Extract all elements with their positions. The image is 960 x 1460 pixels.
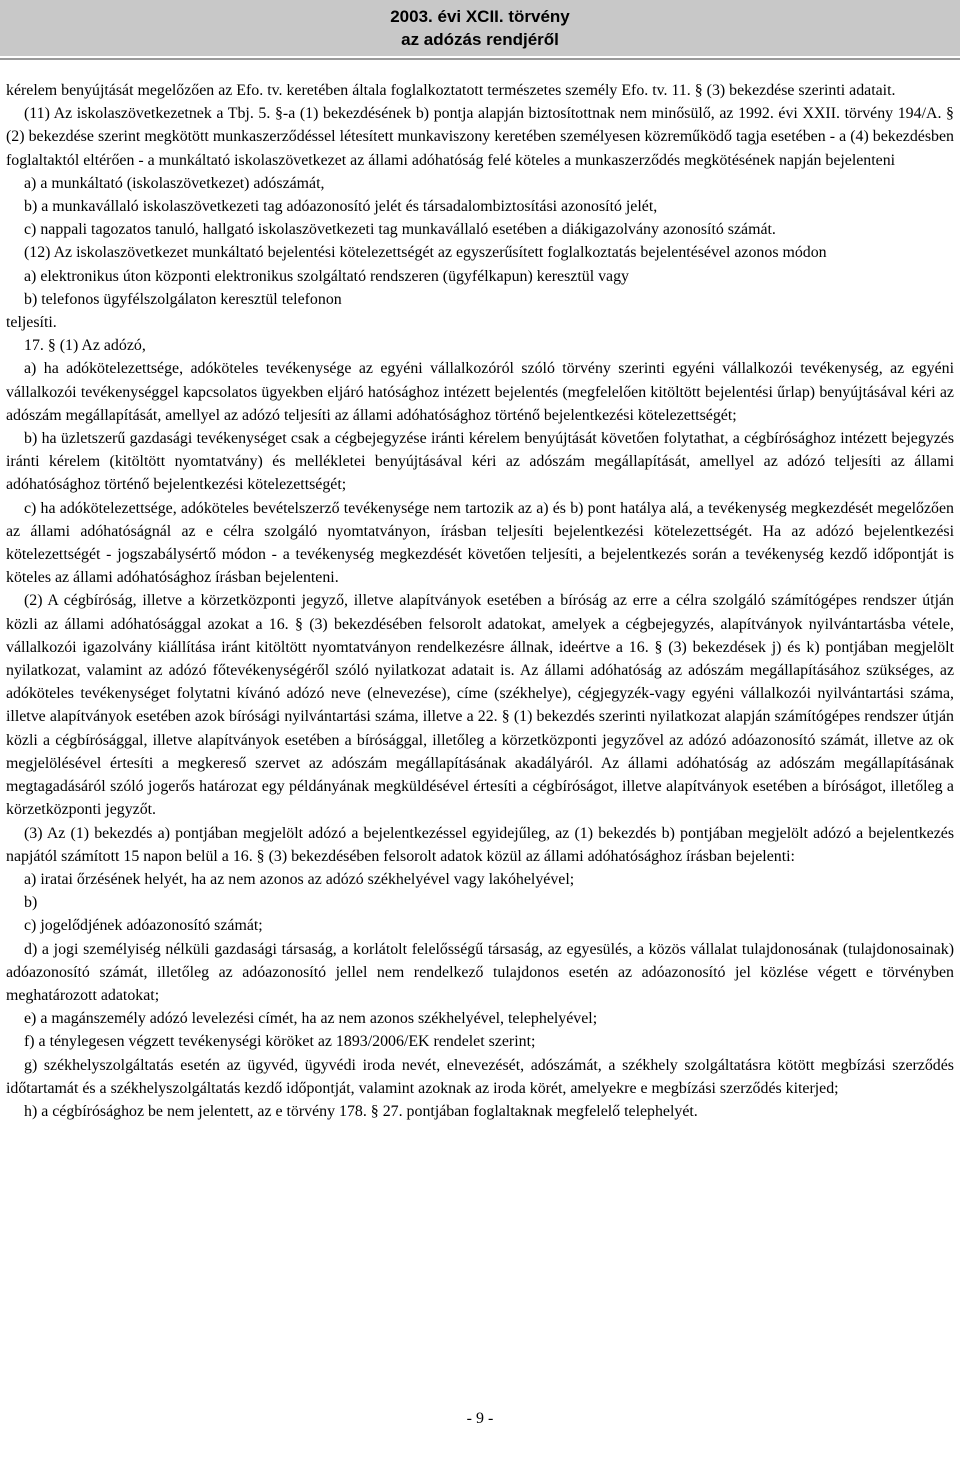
list-item: d) a jogi személyiség nélküli gazdasági társaság, a korlátolt felelősségű társaság, az egyesülés, a közös vállalat tulajdonosának (tulajdonosainak) adóazonosító számát, illetőleg az adóazonosító jellel nem rendelkező tulajdonos esetén az adóazonosító jel közlése végett e törvényben meghatározott adatokat; xyxy=(6,940,954,1004)
header-title: 2003. évi XCII. törvény xyxy=(390,7,570,26)
paragraph: teljesíti. xyxy=(6,314,57,332)
paragraph: (2) A cégbíróság, illetve a körzetközponti jegyző, illetve alapítványok esetében a bíróság az erre a célra szolgáló számítógépes rendszer útján közli az állami adóhatósággal azokat a 16. § (3) bekezdésében felsorolt adatokat, amelyek a cégbejegyzés, alapítványok nyilvántartásba vétele, vállalkozói igazolvány kiállítása iránt kitöltött nyomtatványon rendelkezésre állnak, ideértve a 16. § (3) bekezdések j) és k) pontjában megjelölt nyilatkozat, valamint az adózó főtevékenységéről szóló nyilatkozat adatait is. Az állami adóhatóság az adószám megállapításához szükséges, az adóköteles tevékenységet folytatni kívánó adózó neve (elnevezése), címe (székhelye), cégjegyzék-vagy egyéni vállalkozói nyilvántartási száma, illetve alapítványok esetében azok bírósági nyilvántartási száma, illetve a 22. § (1) bekezdés szerinti nyilatkozat alapján számítógépes rendszer útján közli a cégbírósággal, illetve alapítványok esetében a bírósággal, illetőleg a körzetközponti jegyzővel az adózó adóazonosító számát, illetve az ok megjelölésével értesíti a megkereső szervet az adószám megállapításának akadályáról. Az állami adóhatóság az adószám megállapításának megtagadásáról szóló jogerős határozat egy példányának megküldésével értesíti a cégbíróságot, illetve alapítványok esetében a bíróságot, illetőleg a körzetközponti jegyzőt. xyxy=(6,592,954,819)
section-heading: 17. § (1) Az adózó, xyxy=(24,337,146,355)
list-item: c) ha adókötelezettsége, adóköteles bevételszerző tevékenysége nem tartozik az a) és b) pont hatálya alá, a tevékenység megkezdését megelőzően az állami adóhatóságnál az e célra szolgáló nyomtatványon, írásban teljesíti bejelentkezési kötelezettségét. Ha az adózó bejelentkezési kötelezettségét - jogszabálysértő módon - a tevékenység megkezdését követően teljesíti, a bejelentkezés során a tevékenység kezdő időpontját is köteles az állami adóhatósághoz írásban bejelenteni. xyxy=(6,499,954,587)
document-body xyxy=(6,79,954,1123)
list-item: a) a munkáltató (iskolaszövetkezet) adószámát, xyxy=(24,174,325,192)
list-item: g) székhelyszolgáltatás esetén az ügyvéd, ügyvédi iroda nevét, elnevezését, adószámát, a székhely szolgáltatásra kötött megbízási szerződés időtartamát és a székhelyszolgáltatás kezdő időpontját, valamint azoknak az iroda körét, amelyekre e megbízási szerződés kiterjed; xyxy=(6,1056,954,1097)
list-item: c) jogelődjének adóazonosító számát; xyxy=(24,917,263,935)
list-item: a) ha adókötelezettsége, adóköteles tevékenysége az egyéni vállalkozóról szóló törvény szerinti egyéni vállalkozói tevékenység, az egyéni vállalkozói tevékenységgel kapcsolatos ügyekben eljáró hatósághoz intézett bejelentés (megfelelően kitöltött bejelentési űrlap) benyújtásával kéri az adószám megállapítását, amellyel az adózó teljesíti az állami adóhatósághoz történő bejelentkezési kötelezettségét; xyxy=(6,360,954,424)
page-header xyxy=(0,0,960,56)
page-number: - 9 - xyxy=(466,1410,494,1427)
list-item: b) ha üzletszerű gazdasági tevékenységet csak a cégbejegyzése iránti kérelem benyújtását követően folytathat, a cégbírósághoz intézett bejegyzés iránti kérelem (kitöltött nyomtatvány) és mellékletei benyújtásával kéri az adószám megállapítását, amellyel az adózó teljesíti az állami adóhatósághoz történő bejelentkezési kötelezettségét; xyxy=(6,430,954,494)
list-item: a) elektronikus úton központi elektronikus szolgáltató rendszeren (ügyfélkapun) keresztül vagy xyxy=(24,267,629,285)
paragraph: (3) Az (1) bekezdés a) pontjában megjelölt adózó a bejelentkezéssel egyidejűleg, az (1) bekezdés b) pontjában megjelölt adózó a bejelentkezés napjától számított 15 napon belül a 16. § (3) bekezdésében felsorolt adatok közül az állami adóhatósághoz írásban bejelenti: xyxy=(6,824,954,865)
list-item: b) a munkavállaló iskolaszövetkezeti tag adóazonosító jelét és társadalombiztosítási azonosító jelét, xyxy=(24,198,658,216)
list-item: a) iratai őrzésének helyét, ha az nem azonos az adózó székhelyével vagy lakóhelyével; xyxy=(24,870,575,888)
header-subtitle: az adózás rendjéről xyxy=(401,30,559,49)
list-item: f) a ténylegesen végzett tevékenységi köröket az 1893/2006/EK rendelet szerint; xyxy=(24,1033,536,1051)
list-item: c) nappali tagozatos tanuló, hallgató iskolaszövetkezeti tag munkavállaló esetében a diákigazolvány azonosító számát. xyxy=(24,221,776,239)
list-item: h) a cégbírósághoz be nem jelentett, az e törvény 178. § 27. pontjában foglaltaknak megfelelő telephelyét. xyxy=(24,1102,698,1120)
paragraph: kérelem benyújtását megelőzően az Efo. tv. keretében általa foglalkoztatott természetes személy Efo. tv. 11. § (3) bekezdése szerinti adatait. xyxy=(6,82,896,99)
list-item: b) telefonos ügyfélszolgálaton keresztül telefonon xyxy=(24,290,342,308)
paragraph: (12) Az iskolaszövetkezet munkáltató bejelentési kötelezettségét az egyszerűsített foglalkoztatás bejelentésével azonos módon xyxy=(24,244,827,262)
list-item: b) xyxy=(24,894,38,912)
paragraph: (11) Az iskolaszövetkezetnek a Tbj. 5. §-a (1) bekezdésének b) pontja alapján biztosítottnak nem minősülő, az 1992. évi XXII. törvény 194/A. § (2) bekezdése szerint megkötött munkaszerződéssel létesített munkaviszony keretében személyesen közreműködő tagja esetében - a (4) bekezdésben foglaltaktól eltérően - a munkáltató iskolaszövetkezet az állami adóhatóság felé köteles a munkaszerződés megkötésének napján bejelenteni xyxy=(6,105,954,169)
list-item: e) a magánszemély adózó levelezési címét, ha az nem azonos székhelyével, telephelyével; xyxy=(24,1010,598,1028)
header-divider xyxy=(0,58,960,60)
